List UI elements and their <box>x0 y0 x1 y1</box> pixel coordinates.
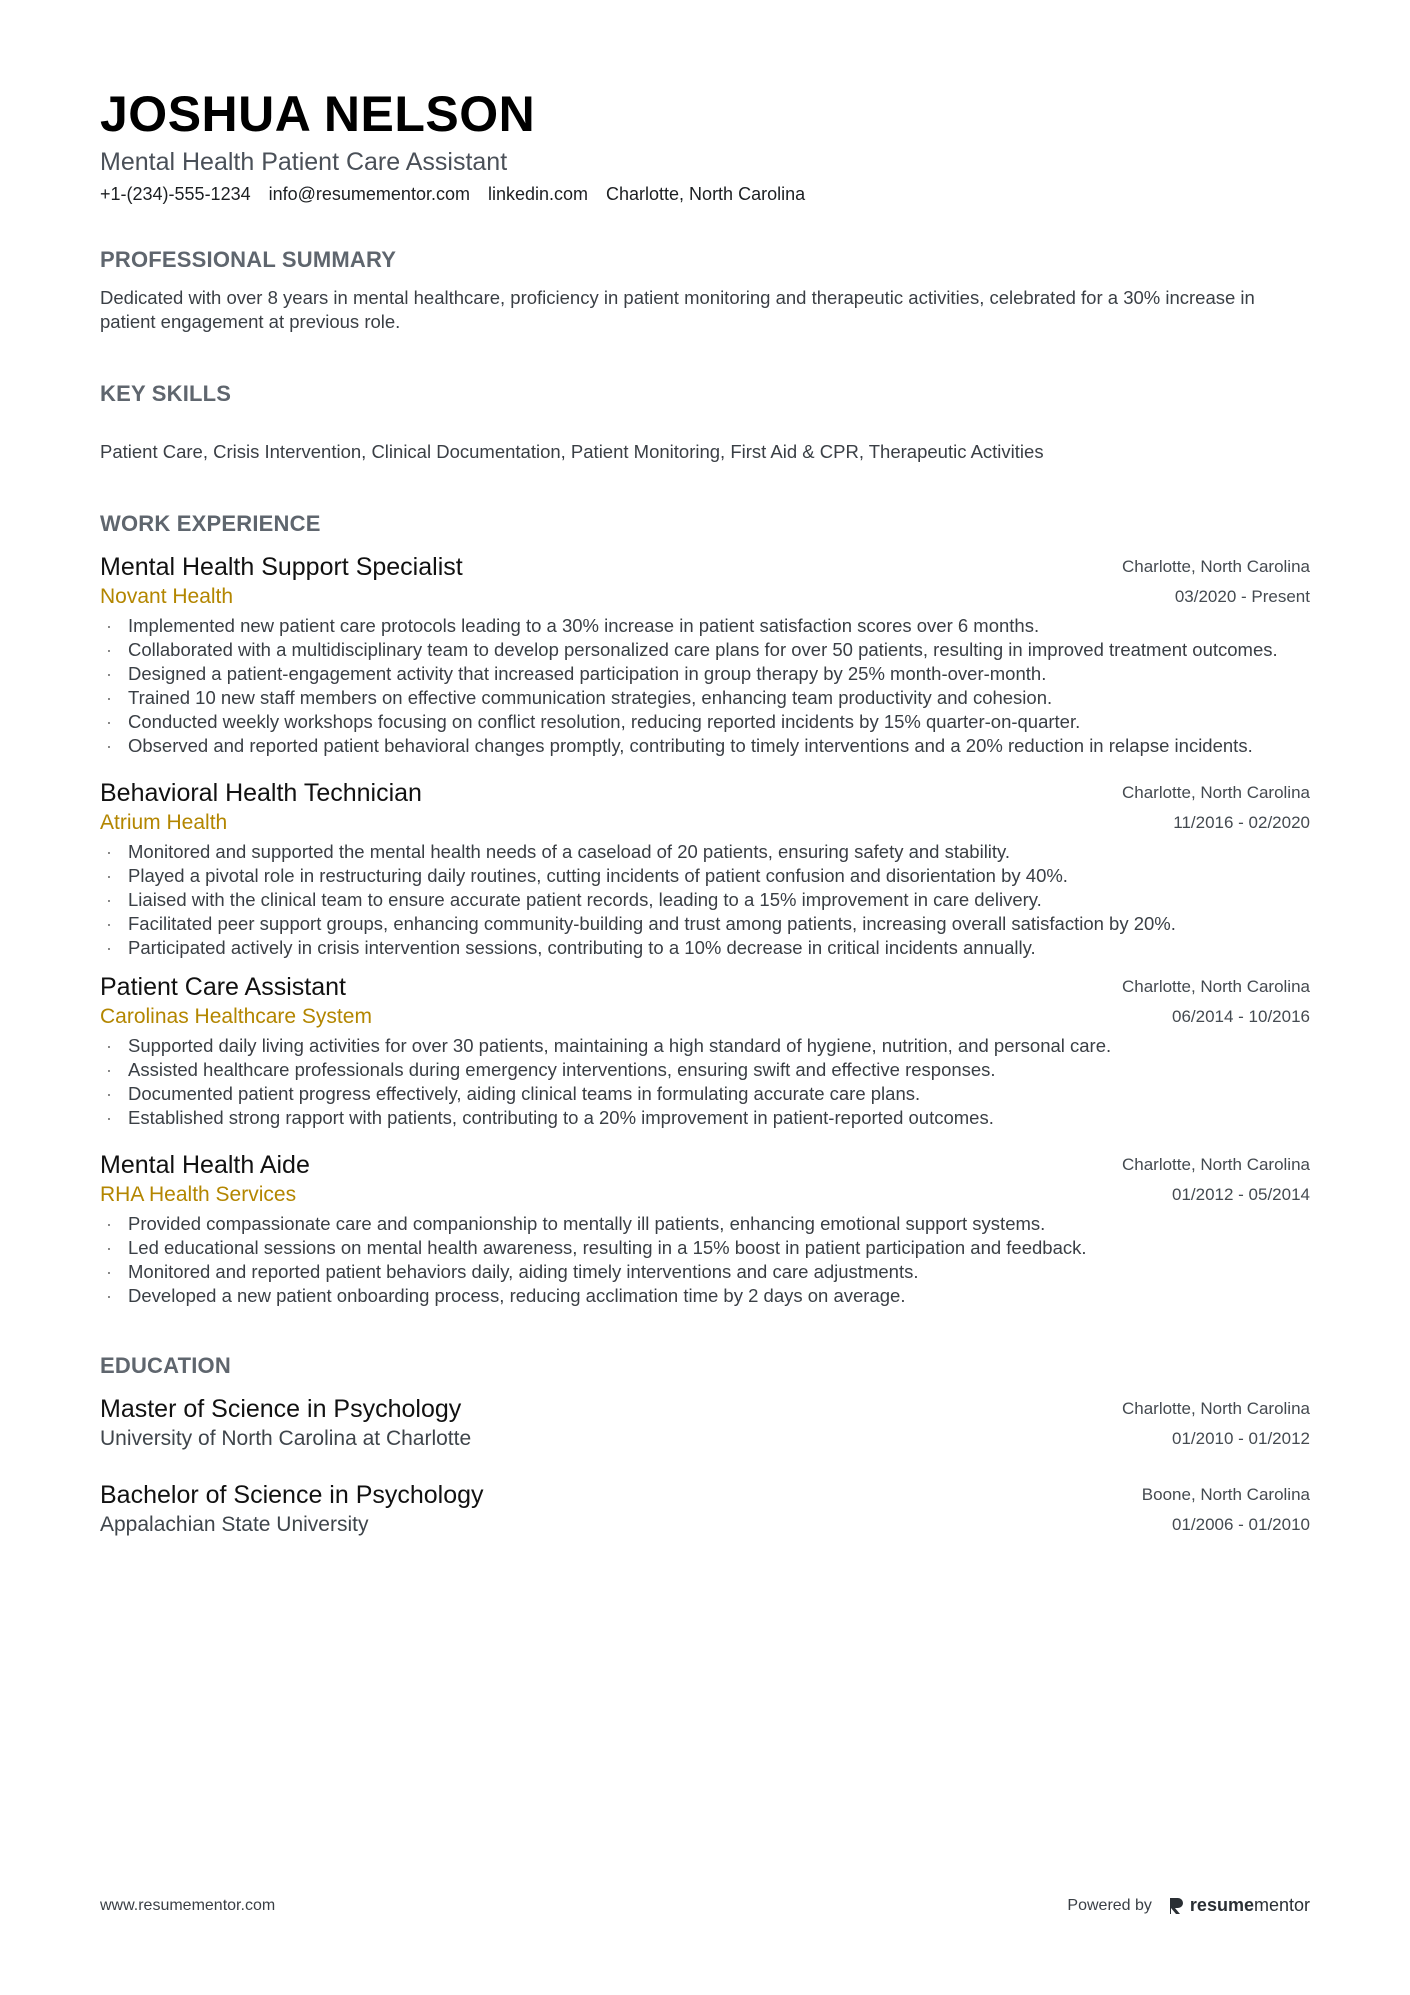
school-name: Appalachian State University <box>100 1513 369 1536</box>
bullet-item: · Monitored and reported patient behaviors daily, aiding timely interventions and care adjustments. <box>100 1260 1310 1284</box>
degree-title: Master of Science in Psychology <box>100 1395 462 1423</box>
footer-website-link[interactable]: www.resumementor.com <box>100 1896 276 1914</box>
summary-heading: PROFESSIONAL SUMMARY <box>100 247 397 272</box>
bullet-item: · Assisted healthcare professionals during emergency interventions, ensuring swift and effective responses. <box>100 1058 1310 1082</box>
summary-section <box>100 246 1310 334</box>
bullet-item: · Documented patient progress effectively, aiding clinical teams in formulating accurate care plans. <box>100 1082 1310 1106</box>
job-dates: 11/2016 - 02/2020 <box>1173 813 1310 832</box>
bullet-item: · Participated actively in crisis intervention sessions, contributing to a 10% decrease in critical incidents annually. <box>100 936 1310 960</box>
education-dates: 01/2006 - 01/2010 <box>1171 1515 1310 1534</box>
job-title: Mental Health Aide <box>100 1151 310 1179</box>
school-name: University of North Carolina at Charlotte <box>100 1427 472 1450</box>
skills-heading: KEY SKILLS <box>100 381 232 406</box>
education-section <box>100 1352 1310 1540</box>
education-entry <box>100 1394 1310 1454</box>
bullet-item: · Led educational sessions on mental health awareness, resulting in a 15% boost in patient participation and feedback. <box>100 1236 1310 1260</box>
bullet-item: · Played a pivotal role in restructuring daily routines, cutting incidents of patient confusion and disorientation by 40%. <box>100 864 1310 888</box>
job-location: Charlotte, North Carolina <box>1121 977 1310 996</box>
brand-rest: mentor <box>1253 1895 1310 1915</box>
degree-title: Bachelor of Science in Psychology <box>100 1481 484 1509</box>
bullet-item: · Collaborated with a multidisciplinary team to develop personalized care plans for over 50 patients, resulting in improved treatment outcomes. <box>100 638 1310 662</box>
job-dates: 03/2020 - Present <box>1174 587 1310 606</box>
contact-email[interactable]: info@resumementor.com <box>268 184 470 204</box>
job-entry <box>100 1150 1310 1308</box>
bullet-item: · Provided compassionate care and companionship to mentally ill patients, enhancing emotional support systems. <box>100 1212 1310 1236</box>
job-location: Charlotte, North Carolina <box>1121 1155 1310 1174</box>
contact-phone[interactable]: +1-(234)-555-1234 <box>100 184 251 204</box>
bullet-item: · Implemented new patient care protocols leading to a 30% increase in patient satisfaction scores over 6 months. <box>100 614 1310 638</box>
candidate-title: Mental Health Patient Care Assistant <box>100 148 508 176</box>
powered-by-label: Powered by <box>1067 1896 1152 1914</box>
skills-section <box>100 380 1310 464</box>
job-bullets <box>100 840 1310 960</box>
summary-text: Dedicated with over 8 years in mental healthcare, proficiency in patient monitoring and therapeutic activities, celebrated for a 30% increase in patient engagement at previous role. <box>100 287 1255 332</box>
education-entry <box>100 1480 1310 1540</box>
contact-linkedin[interactable]: linkedin.com <box>487 184 589 204</box>
resumementor-logo-icon <box>1168 1896 1184 1916</box>
bullet-item: · Monitored and supported the mental health needs of a caseload of 20 patients, ensuring safety and stability. <box>100 840 1310 864</box>
job-title: Mental Health Support Specialist <box>100 553 463 581</box>
page-footer <box>100 1895 1310 1916</box>
resume-page <box>100 84 1310 1540</box>
job-entry <box>100 552 1310 758</box>
job-company: Carolinas Healthcare System <box>100 1005 372 1028</box>
bullet-item: · Facilitated peer support groups, enhancing community-building and trust among patients, increasing overall satisfaction by 20%. <box>100 912 1310 936</box>
bullet-item: · Liaised with the clinical team to ensure accurate patient records, leading to a 15% improvement in care delivery. <box>100 888 1310 912</box>
education-dates: 01/2010 - 01/2012 <box>1171 1429 1310 1448</box>
experience-heading: WORK EXPERIENCE <box>100 511 321 536</box>
experience-section <box>100 510 1310 1308</box>
job-title: Behavioral Health Technician <box>100 779 422 807</box>
bullet-item: · Established strong rapport with patients, contributing to a 20% improvement in patient-reported outcomes. <box>100 1106 1310 1130</box>
bullet-item: · Trained 10 new staff members on effective communication strategies, enhancing team productivity and cohesion. <box>100 686 1310 710</box>
job-dates: 01/2012 - 05/2014 <box>1171 1185 1310 1204</box>
skills-text: Patient Care, Crisis Intervention, Clinical Documentation, Patient Monitoring, First Aid & CPR, Therapeutic Activities <box>100 441 1044 462</box>
brand-bold: resume <box>1189 1895 1254 1915</box>
job-location: Charlotte, North Carolina <box>1121 557 1310 576</box>
job-title: Patient Care Assistant <box>100 973 346 1001</box>
job-bullets <box>100 614 1310 758</box>
job-entry <box>100 972 1310 1130</box>
school-location: Charlotte, North Carolina <box>1121 1399 1310 1418</box>
brand-logo[interactable] <box>1168 1895 1310 1916</box>
bullet-item: · Designed a patient-engagement activity that increased participation in group therapy by 25% month-over-month. <box>100 662 1310 686</box>
job-location: Charlotte, North Carolina <box>1121 783 1310 802</box>
job-bullets <box>100 1212 1310 1308</box>
bullet-item: · Observed and reported patient behavioral changes promptly, contributing to timely interventions and a 20% reduction in relapse incidents. <box>100 734 1310 758</box>
powered-by <box>1067 1895 1310 1916</box>
contact-location: Charlotte, North Carolina <box>606 184 806 204</box>
job-company: Novant Health <box>100 585 234 608</box>
bullet-item: · Developed a new patient onboarding process, reducing acclimation time by 2 days on average. <box>100 1284 1310 1308</box>
job-entry <box>100 778 1310 960</box>
contact-line <box>100 182 1310 206</box>
bullet-item: · Supported daily living activities for over 30 patients, maintaining a high standard of hygiene, nutrition, and personal care. <box>100 1034 1310 1058</box>
bullet-item: · Conducted weekly workshops focusing on conflict resolution, reducing reported incidents by 15% quarter-on-quarter. <box>100 710 1310 734</box>
education-heading: EDUCATION <box>100 1353 231 1378</box>
school-location: Boone, North Carolina <box>1141 1485 1310 1504</box>
candidate-name: JOSHUA NELSON <box>100 86 536 142</box>
job-company: Atrium Health <box>100 811 228 834</box>
job-company: RHA Health Services <box>100 1183 297 1206</box>
job-bullets <box>100 1034 1310 1130</box>
job-dates: 06/2014 - 10/2016 <box>1171 1007 1310 1026</box>
